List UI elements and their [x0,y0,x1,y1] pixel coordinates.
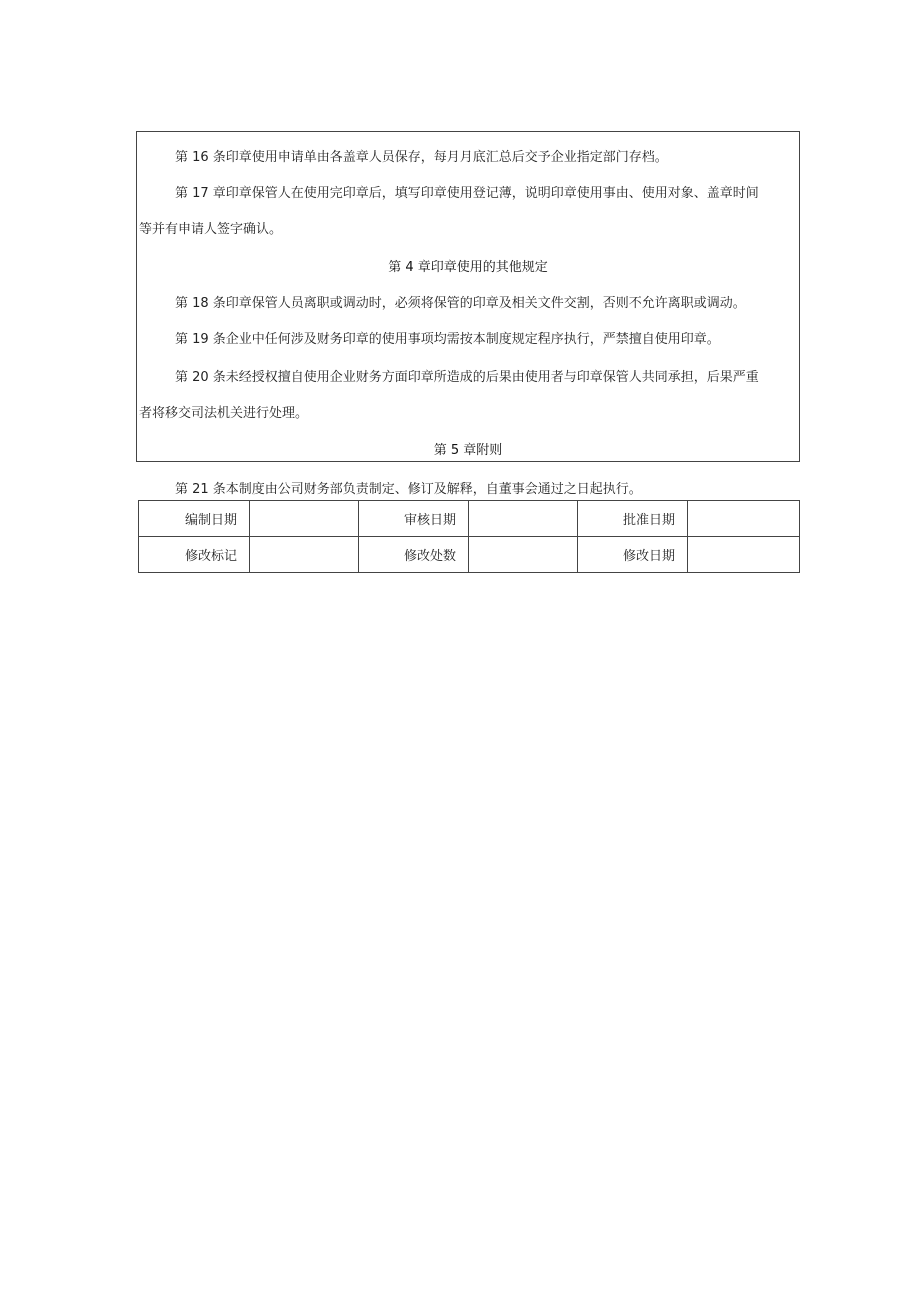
chapter-4-heading: 第 4 章印章使用的其他规定 [388,260,548,275]
reviewed-date-value [469,501,578,537]
revision-date-label: 修改日期 [578,537,688,573]
reviewed-date-label: 审核日期 [359,501,469,537]
revision-count-value [469,537,578,573]
prepared-date-value [250,501,359,537]
article-19: 第 19 条企业中任何涉及财务印章的使用事项均需按本制度规定程序执行，严禁擅自使用印章。 [175,332,720,347]
document-control-table [138,500,800,573]
revision-date-value [688,537,800,573]
table-row [139,537,800,573]
approved-date-label: 批准日期 [578,501,688,537]
article-20-line-2: 者将移交司法机关进行处理。 [139,406,309,421]
revision-count-label: 修改处数 [359,537,469,573]
article-17-line-2: 等并有申请人签字确认。 [139,222,283,237]
approved-date-value [688,501,800,537]
chapter-5-heading: 第 5 章附则 [433,443,503,458]
article-20-line-1: 第 20 条未经授权擅自使用企业财务方面印章所造成的后果由使用者与印章保管人共同承担，后果严重 [175,370,759,385]
revision-mark-value [250,537,359,573]
revision-mark-label: 修改标记 [139,537,250,573]
article-18: 第 18 条印章保管人员离职或调动时，必须将保管的印章及相关文件交割，否则不允许离职或调动。 [175,296,746,311]
article-16: 第 16 条印章使用申请单由各盖章人员保存，每月月底汇总后交予企业指定部门存档。 [175,150,668,165]
table-row [139,501,800,537]
article-17-line-1: 第 17 章印章保管人在使用完印章后，填写印章使用登记薄，说明印章使用事由、使用对象、盖章时间 [175,186,759,201]
prepared-date-label: 编制日期 [139,501,250,537]
article-21: 第 21 条本制度由公司财务部负责制定、修订及解释，自董事会通过之日起执行。 [175,482,642,497]
